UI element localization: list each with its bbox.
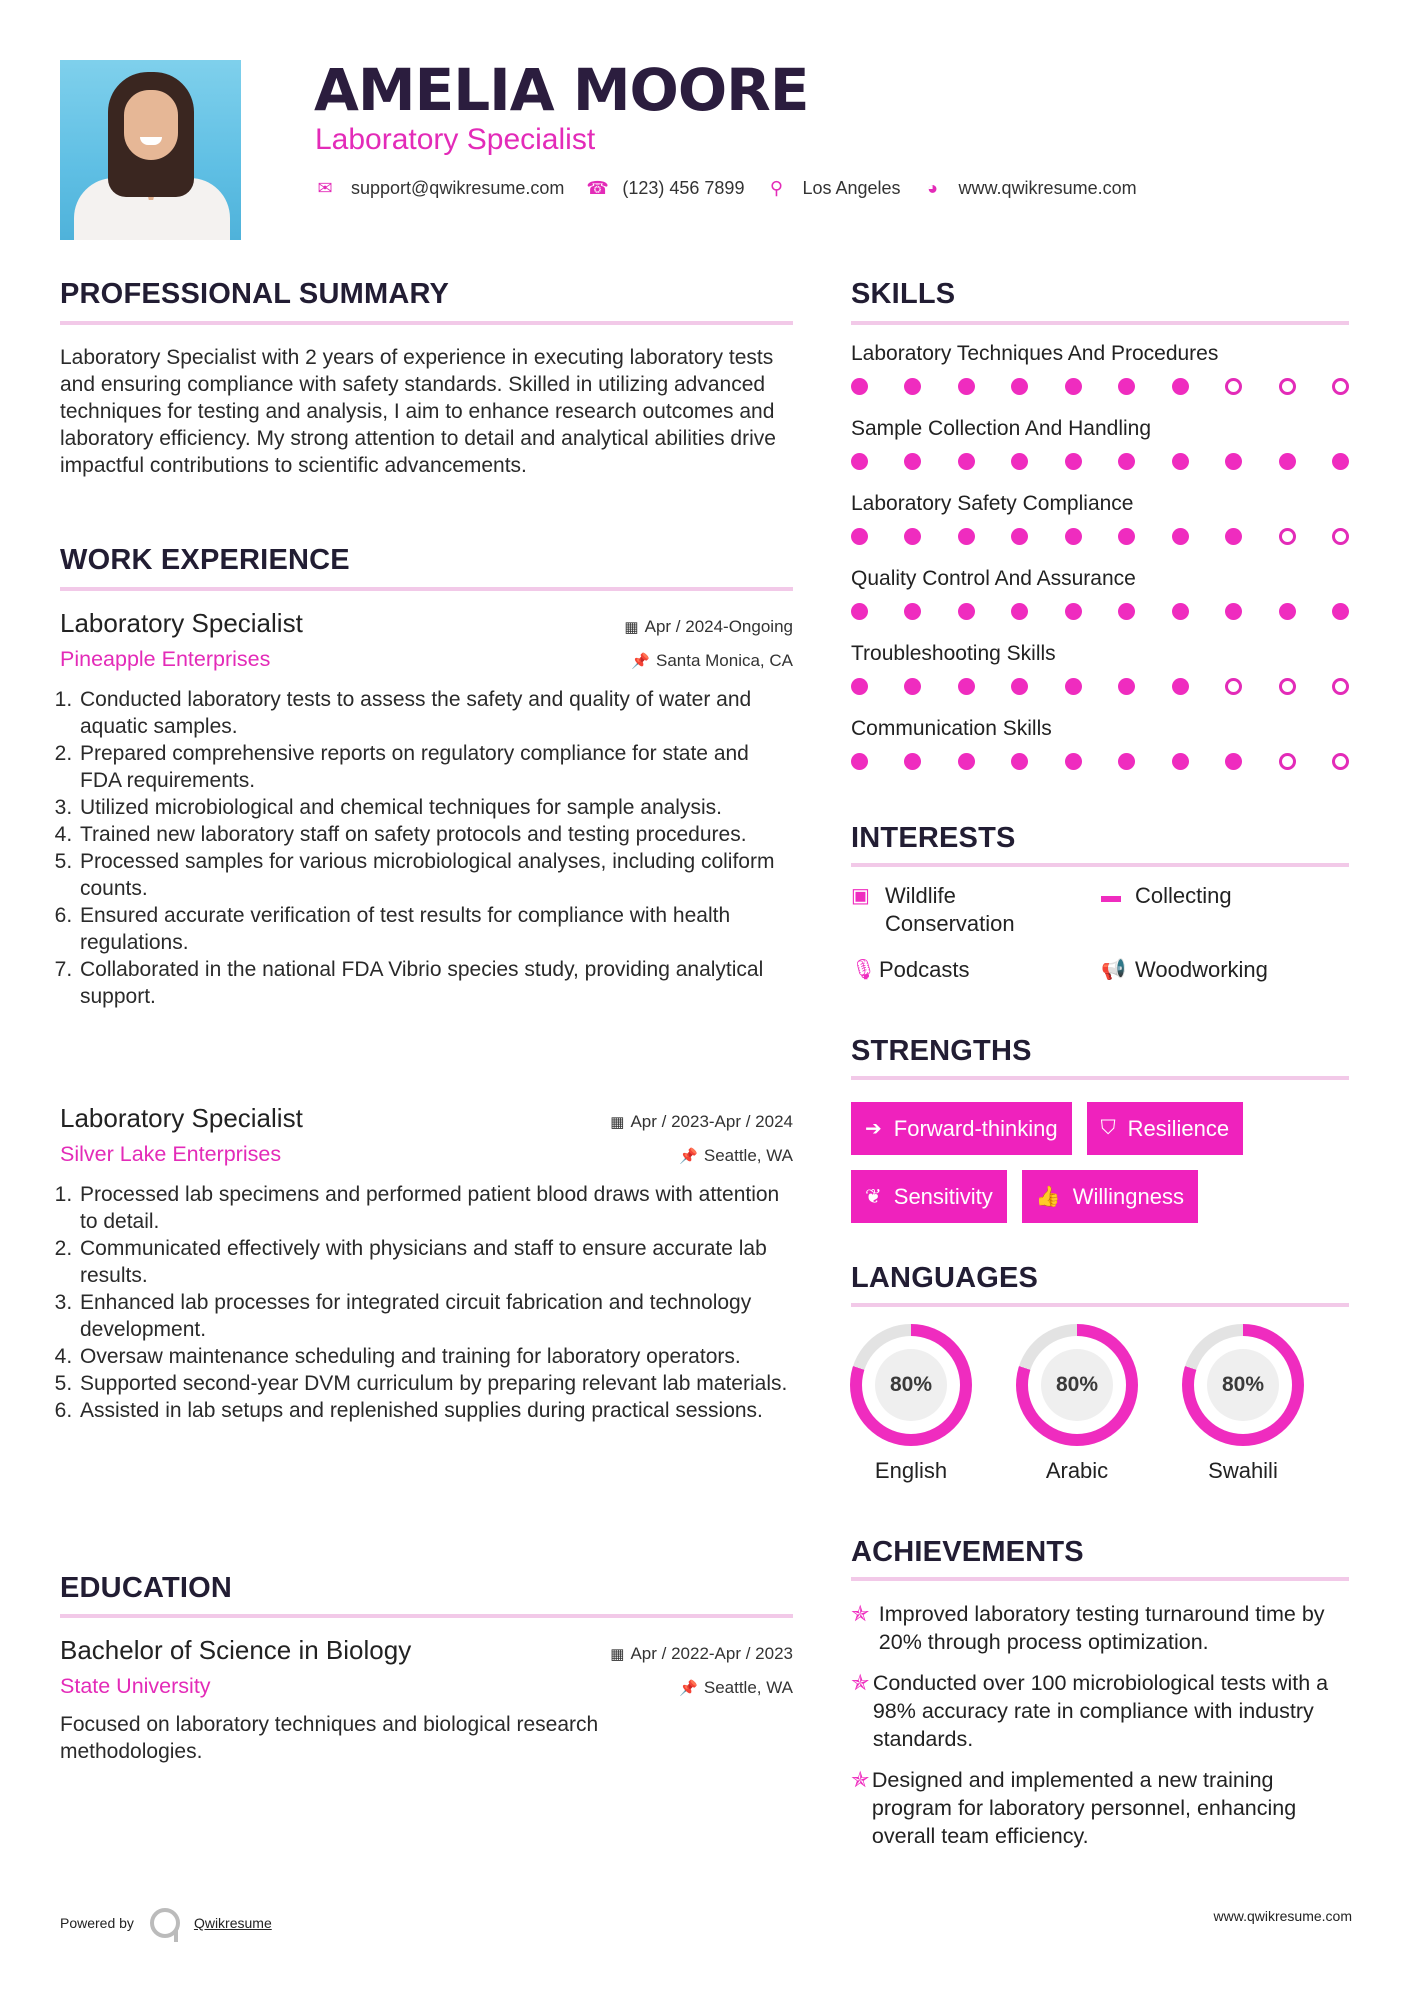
- rating-dot-filled: [1065, 678, 1082, 695]
- globe-icon: ◕: [927, 178, 938, 198]
- job-entry: [60, 1103, 793, 1424]
- language-progress-ring: [1016, 1324, 1138, 1446]
- skill-name: Communication Skills: [851, 717, 1052, 740]
- rating-dot-filled: [1332, 453, 1349, 470]
- job-entry: [60, 608, 793, 1010]
- skill-item: [851, 417, 1351, 470]
- candidate-name: AMELIA MOORE: [314, 56, 809, 124]
- contact-email[interactable]: support@qwikresume.com: [351, 178, 565, 198]
- achievement-item: ✯ Conducted over 100 microbiological tests with a 98% accuracy rate in compliance with industry standards.: [851, 1670, 1329, 1751]
- school: State University: [60, 1674, 211, 1698]
- pushpin-icon: 📌: [679, 1148, 698, 1165]
- section-divider: [851, 1303, 1349, 1307]
- job-location: 📌 Santa Monica, CA: [631, 651, 793, 670]
- rating-dot-filled: [1225, 453, 1242, 470]
- strength-chip: 👍 Willingness: [1022, 1170, 1198, 1223]
- skill-item: [851, 342, 1351, 395]
- microphone-icon: 🎙: [851, 959, 877, 981]
- language-name: Swahili: [1208, 1458, 1278, 1483]
- rating-dot-filled: [851, 453, 868, 470]
- skill-item: [851, 492, 1351, 545]
- section-divider: [60, 587, 793, 591]
- rating-dot-empty: [1332, 378, 1349, 395]
- rating-dot-filled: [1225, 528, 1242, 545]
- pushpin-icon: 📌: [631, 653, 650, 670]
- languages-list: [850, 1324, 1304, 1484]
- language-percent: 80%: [1041, 1349, 1113, 1421]
- job-company: Silver Lake Enterprises: [60, 1142, 282, 1166]
- rating-dot-filled: [1172, 603, 1189, 620]
- calendar-icon: ▦: [624, 619, 639, 636]
- rating-dot-empty: [1279, 378, 1296, 395]
- skill-rating: [851, 378, 1349, 395]
- rating-dot-filled: [1332, 603, 1349, 620]
- candidate-title: Laboratory Specialist: [315, 123, 596, 156]
- shield-icon: ⛉: [1100, 1117, 1116, 1139]
- skill-name: Sample Collection And Handling: [851, 417, 1152, 440]
- rating-dot-filled: [958, 528, 975, 545]
- job-dates: ▦ Apr / 2024-Ongoing: [624, 617, 793, 636]
- education-location: 📌 Seattle, WA: [679, 1678, 793, 1697]
- section-divider: [851, 863, 1349, 867]
- rating-dot-filled: [1279, 603, 1296, 620]
- rating-dot-filled: [1065, 753, 1082, 770]
- shooting-star-icon: ✯: [851, 1601, 870, 1626]
- contact-phone[interactable]: (123) 456 7899: [622, 178, 745, 198]
- job-company: Pineapple Enterprises: [60, 647, 271, 671]
- arrow-right-icon: ➔: [865, 1118, 882, 1140]
- pushpin-icon: 📌: [679, 1680, 698, 1697]
- bullet: 3. Utilized microbiological and chemical techniques for sample analysis.: [78, 794, 793, 821]
- skill-item: [851, 567, 1351, 620]
- rating-dot-filled: [851, 528, 868, 545]
- education-dates: ▦ Apr / 2022-Apr / 2023: [610, 1644, 793, 1663]
- shooting-star-icon: ✯: [851, 1767, 870, 1792]
- bullet: 1. Conducted laboratory tests to assess the safety and quality of water and aquatic samples.: [78, 686, 793, 740]
- rating-dot-filled: [958, 603, 975, 620]
- calendar-icon: ▦: [610, 1114, 625, 1131]
- rating-dot-filled: [851, 378, 868, 395]
- interest-item: 🎙 Podcasts: [851, 957, 970, 982]
- rating-dot-filled: [1118, 453, 1135, 470]
- section-divider: [851, 1076, 1349, 1080]
- rating-dot-filled: [1118, 678, 1135, 695]
- section-divider: [851, 1577, 1349, 1581]
- job-title: Laboratory Specialist: [60, 1103, 303, 1133]
- rating-dot-filled: [1172, 453, 1189, 470]
- strengths-row: [851, 1170, 1198, 1223]
- rating-dot-filled: [1225, 603, 1242, 620]
- language-percent: 80%: [1207, 1349, 1279, 1421]
- skill-rating: [851, 678, 1349, 695]
- strengths-row: [851, 1102, 1243, 1155]
- rating-dot-filled: [1065, 453, 1082, 470]
- rating-dot-filled: [904, 528, 921, 545]
- job-title: Laboratory Specialist: [60, 608, 303, 638]
- experience-heading: WORK EXPERIENCE: [60, 544, 350, 576]
- skill-item: [851, 642, 1351, 695]
- skill-name: Laboratory Techniques And Procedures: [851, 342, 1219, 365]
- education-entry: [60, 1635, 793, 1765]
- interests-list: [851, 882, 1351, 984]
- rating-dot-filled: [1011, 453, 1028, 470]
- language-item: [1182, 1324, 1304, 1484]
- rating-dot-filled: [904, 678, 921, 695]
- contact-bar: [315, 178, 1159, 199]
- rating-dot-filled: [958, 753, 975, 770]
- skills-list: [851, 342, 1351, 770]
- skill-name: Quality Control And Assurance: [851, 567, 1136, 590]
- rating-dot-filled: [1065, 528, 1082, 545]
- contact-location: Los Angeles: [802, 178, 901, 198]
- binoculars-icon: ▣: [851, 885, 870, 907]
- bullet: 1. Processed lab specimens and performed patient blood draws with attention to detail.: [78, 1181, 793, 1235]
- rating-dot-empty: [1332, 678, 1349, 695]
- achievements-list: [851, 1600, 1351, 1850]
- rating-dot-filled: [851, 603, 868, 620]
- language-progress-ring: [850, 1324, 972, 1446]
- skill-rating: [851, 753, 1349, 770]
- education-heading: EDUCATION: [60, 1572, 233, 1604]
- job-bullets: [60, 1181, 793, 1424]
- rating-dot-filled: [1011, 678, 1028, 695]
- rating-dot-filled: [958, 678, 975, 695]
- archive-box-icon: ▬: [1101, 885, 1121, 907]
- rating-dot-empty: [1332, 528, 1349, 545]
- map-pin-icon: ⚲: [769, 178, 784, 198]
- job-dates: ▦ Apr / 2023-Apr / 2024: [610, 1112, 793, 1131]
- rating-dot-filled: [1065, 603, 1082, 620]
- strengths-heading: STRENGTHS: [851, 1035, 1032, 1067]
- rating-dot-filled: [1011, 753, 1028, 770]
- interest-item: ▬ Collecting: [1101, 883, 1232, 908]
- rating-dot-filled: [1118, 378, 1135, 395]
- rating-dot-filled: [1172, 378, 1189, 395]
- thumbs-up-icon: 👍: [1035, 1186, 1061, 1208]
- rating-dot-filled: [1279, 453, 1296, 470]
- rating-dot-empty: [1279, 678, 1296, 695]
- bullet: 6. Assisted in lab setups and replenished supplies during practical sessions.: [78, 1397, 793, 1424]
- rating-dot-filled: [1172, 678, 1189, 695]
- footer-powered-by: Powered by Qwikresume: [60, 1908, 272, 1938]
- rating-dot-filled: [904, 378, 921, 395]
- summary-text: Laboratory Specialist with 2 years of experience in executing laboratory tests and ensuring compliance with safety standards. Skilled in utilizing advanced techniques for testing and analysis, I aim to enhance research outcomes and laboratory efficiency. My strong attention to detail and analytical abilities drive impactful contributions to scientific advancements.: [60, 346, 776, 477]
- qwikresume-logo-icon: [150, 1908, 180, 1938]
- rating-dot-filled: [904, 453, 921, 470]
- bullet: 2. Communicated effectively with physicians and staff to ensure accurate lab results.: [78, 1235, 793, 1289]
- section-divider: [60, 321, 793, 325]
- rating-dot-filled: [1011, 528, 1028, 545]
- skills-heading: SKILLS: [851, 278, 956, 310]
- interest-item: ▣ Wildlife Conservation: [851, 883, 1015, 936]
- rating-dot-filled: [851, 678, 868, 695]
- rating-dot-filled: [1011, 378, 1028, 395]
- skill-rating: [851, 453, 1349, 470]
- language-name: Arabic: [1045, 1458, 1109, 1483]
- skill-rating: [851, 528, 1349, 545]
- bullet: 4. Trained new laboratory staff on safety protocols and testing procedures.: [78, 821, 793, 848]
- rating-dot-filled: [1172, 753, 1189, 770]
- rating-dot-filled: [958, 378, 975, 395]
- job-bullets: [60, 686, 793, 1010]
- rating-dot-filled: [1118, 603, 1135, 620]
- strength-chip: ⛉ Resilience: [1087, 1102, 1244, 1155]
- megaphone-icon: 📢: [1101, 959, 1126, 981]
- section-divider: [60, 1614, 793, 1618]
- bullet: 2. Prepared comprehensive reports on regulatory compliance for state and FDA requirements.: [78, 740, 793, 794]
- skill-item: [851, 717, 1351, 770]
- qwikresume-link[interactable]: Qwikresume: [193, 1915, 272, 1931]
- shooting-star-icon: ✯: [851, 1670, 870, 1695]
- leaf-icon: ❦: [865, 1186, 882, 1208]
- rating-dot-filled: [1172, 528, 1189, 545]
- language-item: [1016, 1324, 1138, 1484]
- skill-name: Laboratory Safety Compliance: [851, 492, 1134, 515]
- strength-chip: ❦ Sensitivity: [851, 1170, 1007, 1223]
- skill-name: Troubleshooting Skills: [851, 642, 1056, 665]
- degree: Bachelor of Science in Biology: [60, 1635, 412, 1665]
- achievement-item: ✯ Designed and implemented a new training program for laboratory personnel, enhancing overall team efficiency.: [851, 1767, 1297, 1848]
- language-name: English: [874, 1458, 948, 1483]
- envelope-icon: ✉: [317, 178, 333, 198]
- skill-rating: [851, 603, 1349, 620]
- rating-dot-filled: [851, 753, 868, 770]
- rating-dot-empty: [1225, 378, 1242, 395]
- job-location: 📌 Seattle, WA: [679, 1146, 793, 1165]
- rating-dot-filled: [1065, 378, 1082, 395]
- rating-dot-filled: [1225, 753, 1242, 770]
- education-description: Focused on laboratory techniques and biological research methodologies.: [60, 1713, 599, 1763]
- rating-dot-filled: [904, 753, 921, 770]
- strength-chip: ➔ Forward-thinking: [851, 1102, 1072, 1155]
- language-percent: 80%: [875, 1349, 947, 1421]
- rating-dot-empty: [1279, 753, 1296, 770]
- bullet: 5. Supported second-year DVM curriculum by preparing relevant lab materials.: [78, 1370, 793, 1397]
- bullet: 5. Processed samples for various microbiological analyses, including coliform counts.: [78, 848, 793, 902]
- interests-heading: INTERESTS: [851, 822, 1016, 854]
- footer-url[interactable]: www.qwikresume.com: [1213, 1908, 1352, 1924]
- phone-icon: ☎: [586, 178, 609, 198]
- rating-dot-empty: [1279, 528, 1296, 545]
- summary-heading: PROFESSIONAL SUMMARY: [60, 278, 450, 310]
- contact-website[interactable]: www.qwikresume.com: [958, 178, 1137, 198]
- language-item: [850, 1324, 972, 1484]
- languages-heading: LANGUAGES: [851, 1262, 1039, 1294]
- rating-dot-empty: [1332, 753, 1349, 770]
- rating-dot-filled: [958, 453, 975, 470]
- calendar-icon: ▦: [610, 1646, 625, 1663]
- rating-dot-empty: [1225, 678, 1242, 695]
- rating-dot-filled: [904, 603, 921, 620]
- section-divider: [851, 321, 1349, 325]
- rating-dot-filled: [1011, 603, 1028, 620]
- rating-dot-filled: [1118, 528, 1135, 545]
- language-progress-ring: [1182, 1324, 1304, 1446]
- bullet: 7. Collaborated in the national FDA Vibrio species study, providing analytical support.: [78, 956, 793, 1010]
- interest-item: 📢 Woodworking: [1101, 957, 1268, 982]
- achievements-heading: ACHIEVEMENTS: [851, 1536, 1084, 1568]
- bullet: 3. Enhanced lab processes for integrated circuit fabrication and technology development.: [78, 1289, 793, 1343]
- bullet: 4. Oversaw maintenance scheduling and training for laboratory operators.: [78, 1343, 793, 1370]
- rating-dot-filled: [1118, 753, 1135, 770]
- bullet: 6. Ensured accurate verification of test results for compliance with health regulations.: [78, 902, 793, 956]
- profile-photo: [60, 60, 241, 240]
- achievement-item: ✯ Improved laboratory testing turnaround time by 20% through process optimization.: [851, 1601, 1325, 1654]
